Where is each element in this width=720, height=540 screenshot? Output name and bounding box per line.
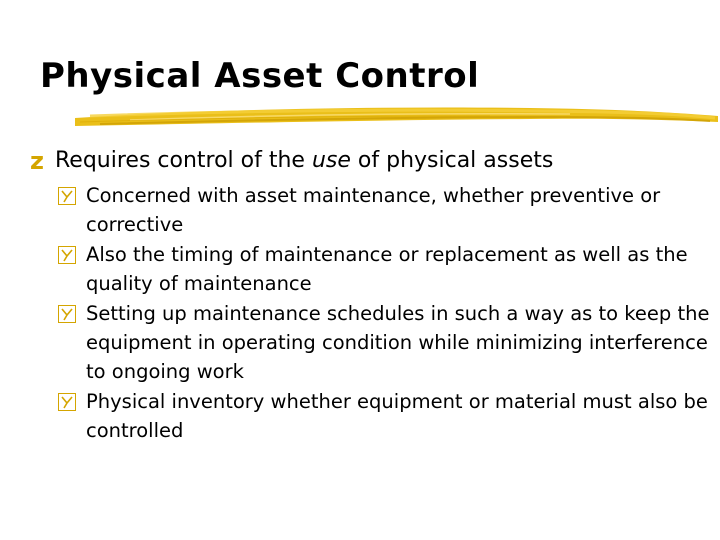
sub-bullet (58, 387, 710, 445)
sub-bullet (58, 299, 710, 386)
sub-bullet-text: Concerned with asset maintenance, whether preventive or corrective (86, 184, 661, 236)
y-box-bullet-icon (58, 246, 76, 264)
slide-title: Physical Asset Control (40, 56, 480, 96)
main-bullet-text-before: Requires control of the (55, 148, 312, 173)
sub-bullet (58, 240, 710, 298)
main-bullet-text-after: of physical assets (350, 148, 554, 173)
brush-underline-decoration (70, 100, 720, 134)
sub-bullet (58, 181, 710, 239)
y-box-bullet-icon (58, 187, 76, 205)
y-box-bullet-icon (58, 393, 76, 411)
sub-bullet-text: Setting up maintenance schedules in such a way as to keep the equipment in operating condition while minimizing interference to ongoing work (86, 302, 710, 383)
main-bullet-emphasis: use (311, 148, 351, 173)
sub-bullet-text: Physical inventory whether equipment or material must also be controlled (86, 390, 708, 442)
slide-body (30, 145, 710, 446)
sub-bullet-text: Also the timing of maintenance or replacement as well as the quality of maintenance (86, 243, 688, 295)
z-bullet-icon: z (30, 147, 44, 175)
main-bullet (30, 145, 710, 177)
sub-bullet-list (30, 181, 710, 445)
y-box-bullet-icon (58, 305, 76, 323)
